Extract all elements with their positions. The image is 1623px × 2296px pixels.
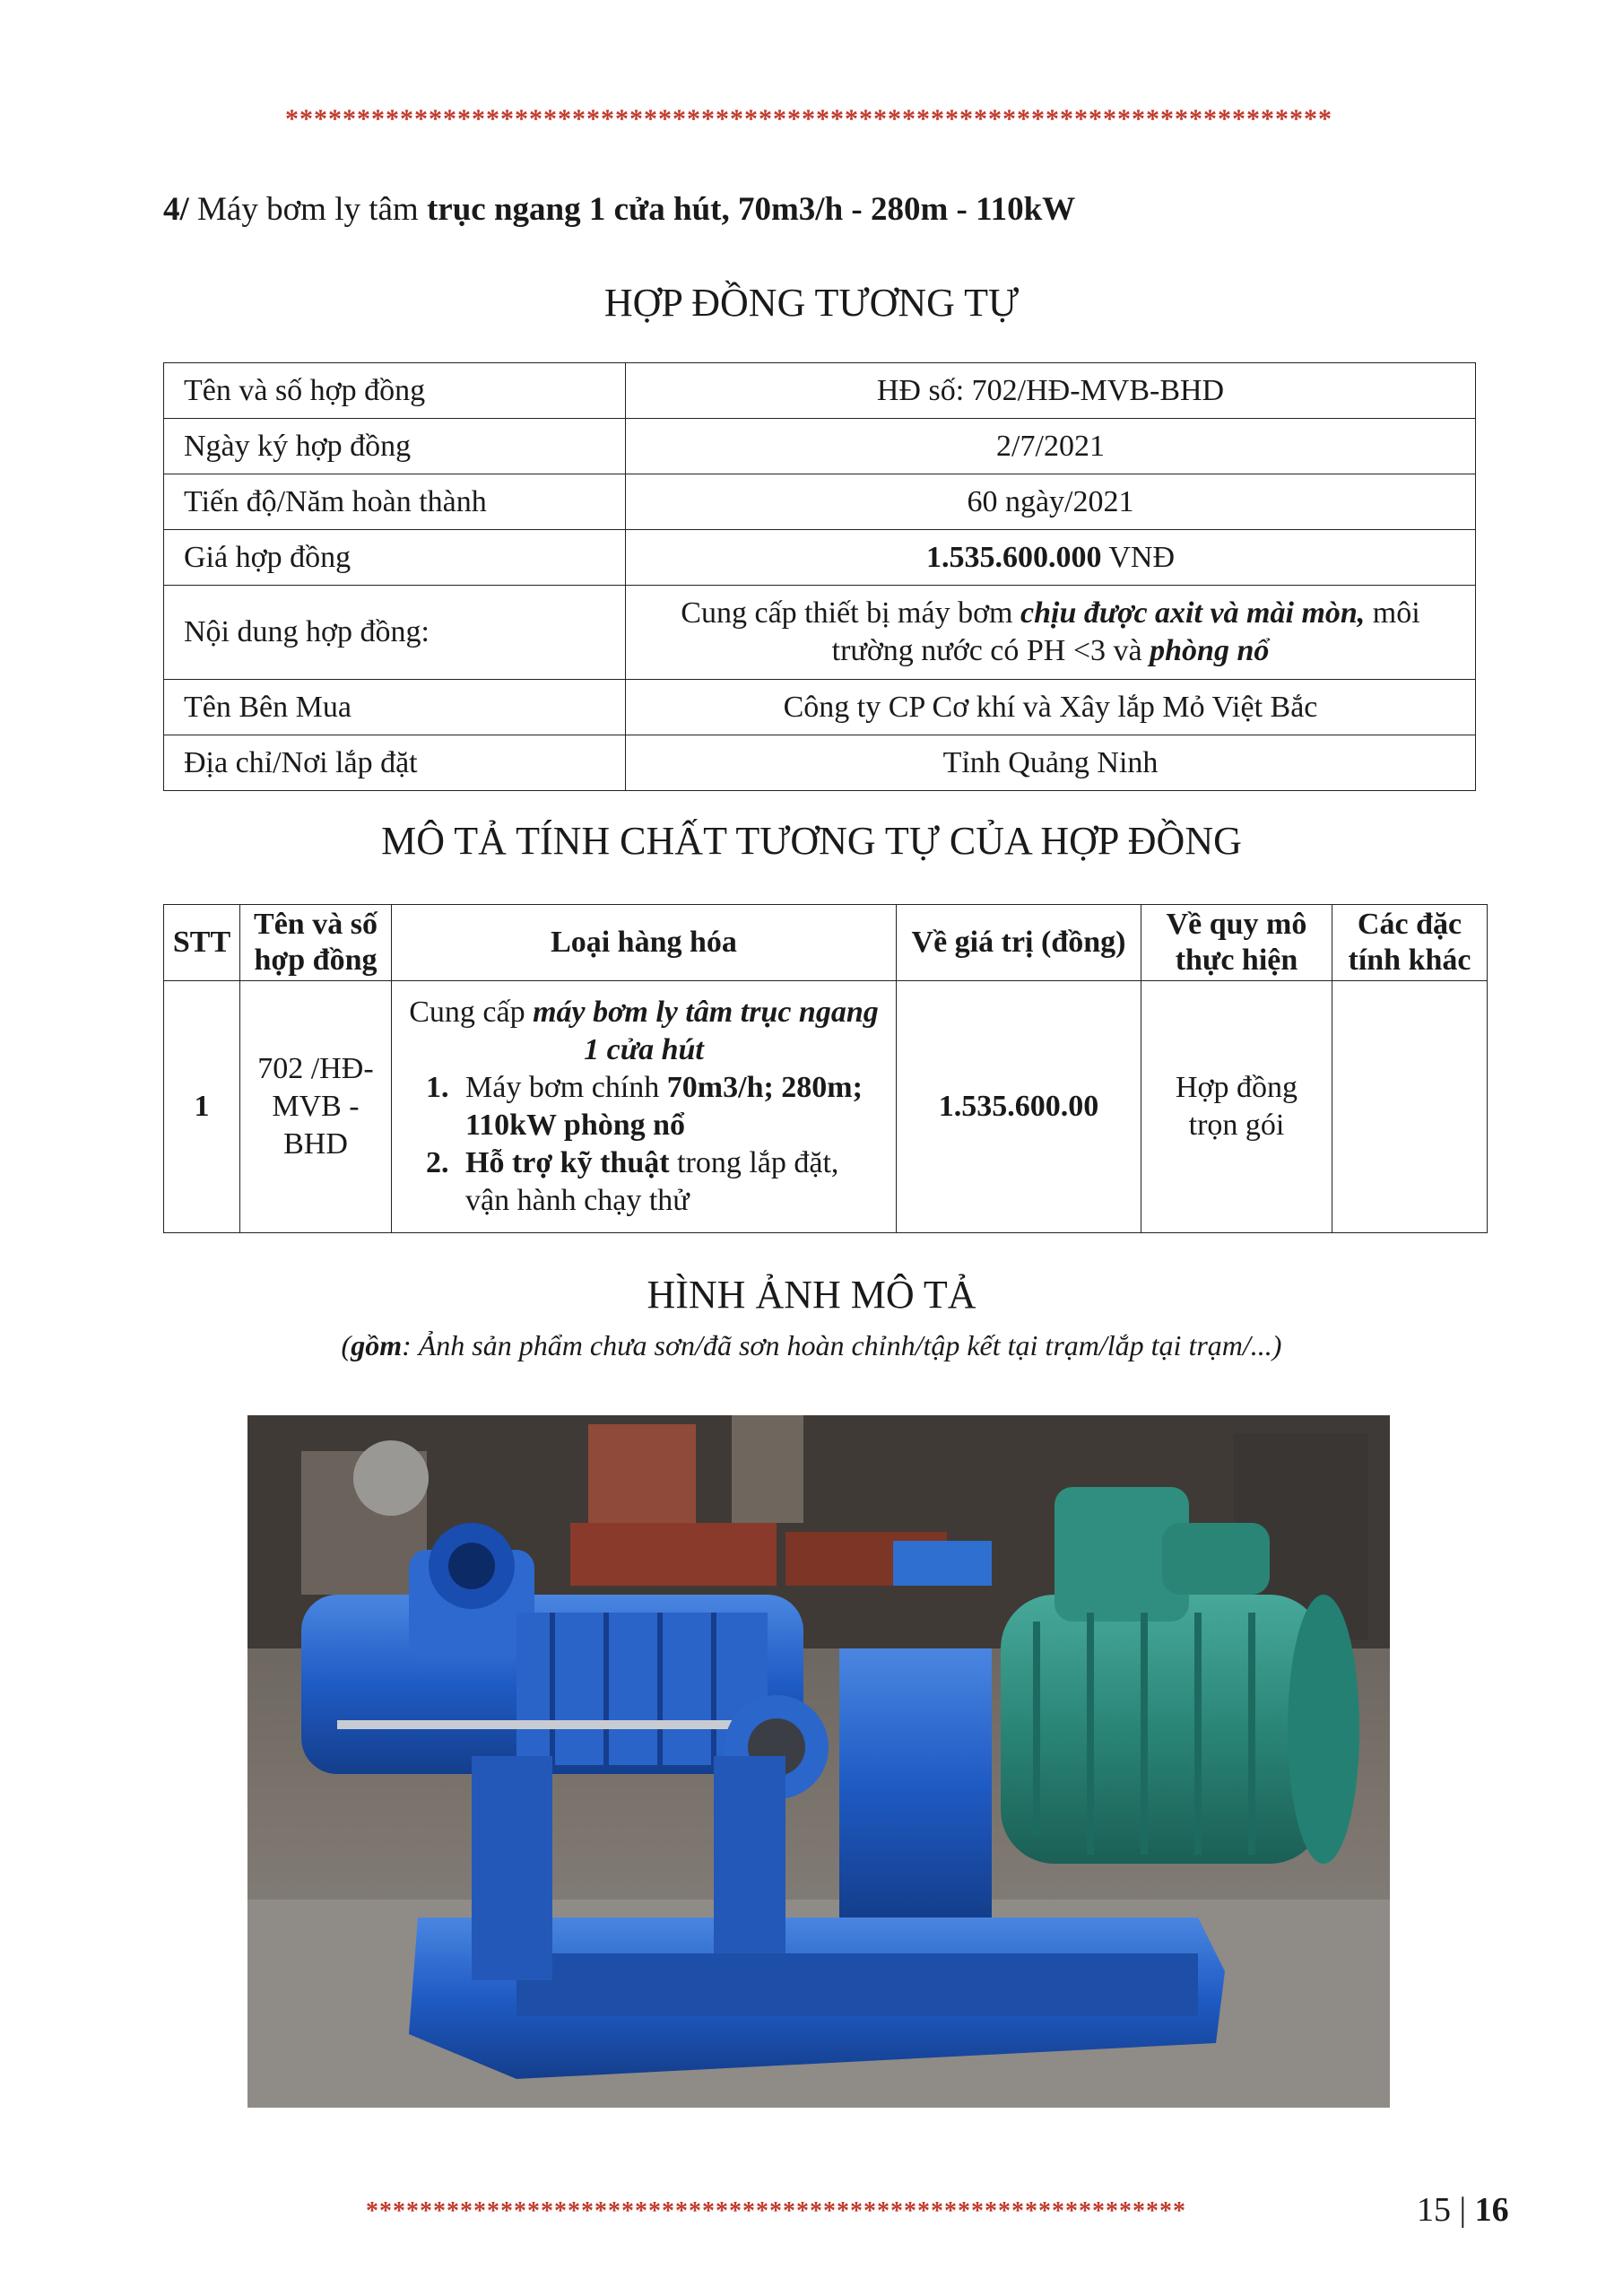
- heading-bold: trục ngang 1 cửa hút, 70m3/h - 280m - 110kW: [426, 191, 1076, 228]
- cell-other: [1332, 981, 1488, 1233]
- row-value: Công ty CP Cơ khí và Xây lắp Mỏ Việt Bắc: [626, 680, 1476, 735]
- row-label: Tên Bên Mua: [164, 680, 626, 735]
- table-row: [164, 419, 1476, 474]
- col-header-goods: Loại hàng hóa: [392, 905, 897, 981]
- currency: VNĐ: [1101, 540, 1176, 574]
- heading-number: 4/: [163, 191, 189, 228]
- col-header-value: Về giá trị (đồng): [897, 905, 1141, 981]
- row-value: 60 ngày/2021: [626, 474, 1476, 530]
- table-row: [164, 363, 1476, 419]
- row-label: Nội dung hợp đồng:: [164, 586, 626, 680]
- goods-list: [403, 1069, 885, 1220]
- goods-emphasis: máy bơm ly tâm trục ngang 1 cửa hút: [533, 996, 879, 1066]
- table-row: [164, 586, 1476, 680]
- section-title-images: HÌNH ẢNH MÔ TẢ: [647, 1273, 976, 1317]
- page-number: [1417, 2190, 1509, 2230]
- list-item: 2. Hỗ trợ kỹ thuật trong lắp đặt, vận hành chạy thử: [456, 1144, 885, 1220]
- table-row: [164, 735, 1476, 791]
- col-header-other: Các đặc tính khác: [1332, 905, 1488, 981]
- list-item: 1. Máy bơm chính 70m3/h; 280m; 110kW phòng nổ: [456, 1069, 885, 1144]
- table-header-row: [164, 905, 1488, 981]
- decorative-stars-top: *************************************************************************: [285, 104, 1332, 134]
- row-value: [626, 586, 1476, 680]
- cell-value: 1.535.600.00: [897, 981, 1141, 1233]
- goods-intro: Cung cấp máy bơm ly tâm trục ngang 1 cửa hút: [409, 996, 879, 1066]
- row-label: Ngày ký hợp đồng: [164, 419, 626, 474]
- content-emphasis: phòng nổ: [1150, 634, 1270, 667]
- pump-photo-illustration: [247, 1415, 1390, 2108]
- col-header-scale: Về quy mô thực hiện: [1141, 905, 1332, 981]
- col-header-stt: STT: [164, 905, 240, 981]
- row-value: 2/7/2021: [626, 419, 1476, 474]
- cell-goods: [392, 981, 897, 1233]
- cell-contract-no: 702 /HĐ-MVB -BHD: [240, 981, 392, 1233]
- decorative-stars-bottom: *************************************************************: [366, 2197, 1186, 2225]
- pump-photo: [247, 1415, 1390, 2108]
- description-table: [163, 904, 1488, 1233]
- table-row: [164, 981, 1488, 1233]
- images-subtitle: (gồm: Ảnh sản phẩm chưa sơn/đã sơn hoàn chỉnh/tập kết tại trạm/lắp tại trạm/...): [341, 1329, 1282, 1361]
- row-label: Tiến độ/Năm hoàn thành: [164, 474, 626, 530]
- content-part: môi trường nước có PH <3 và: [831, 596, 1420, 667]
- heading-normal: Máy bơm ly tâm: [197, 191, 419, 228]
- content-part: Cung cấp thiết bị máy bơm: [681, 596, 1020, 630]
- cell-stt: 1: [164, 981, 240, 1233]
- row-value: [626, 530, 1476, 586]
- table-row: [164, 680, 1476, 735]
- cell-scale: Hợp đồng trọn gói: [1141, 981, 1332, 1233]
- row-label: Tên và số hợp đồng: [164, 363, 626, 419]
- row-label: Địa chỉ/Nơi lắp đặt: [164, 735, 626, 791]
- table-row: [164, 474, 1476, 530]
- contract-price: 1.535.600.000: [925, 540, 1102, 574]
- section-title-contract: HỢP ĐỒNG TƯƠNG TỰ: [603, 281, 1020, 325]
- row-value: Tỉnh Quảng Ninh: [626, 735, 1476, 791]
- section-title-description: MÔ TẢ TÍNH CHẤT TƯƠNG TỰ CỦA HỢP ĐỒNG: [381, 819, 1242, 863]
- page-total: 16: [1474, 2191, 1509, 2229]
- row-label: Giá hợp đồng: [164, 530, 626, 586]
- content-emphasis: chịu được axit và mài mòn,: [1020, 596, 1366, 630]
- page-current: 15: [1417, 2191, 1451, 2229]
- table-row: [164, 530, 1476, 586]
- item-heading: [163, 190, 1075, 229]
- col-header-contract: Tên và số hợp đồng: [240, 905, 392, 981]
- row-value: HĐ số: 702/HĐ-MVB-BHD: [626, 363, 1476, 419]
- contract-table: [163, 362, 1476, 791]
- page-separator: |: [1451, 2191, 1475, 2229]
